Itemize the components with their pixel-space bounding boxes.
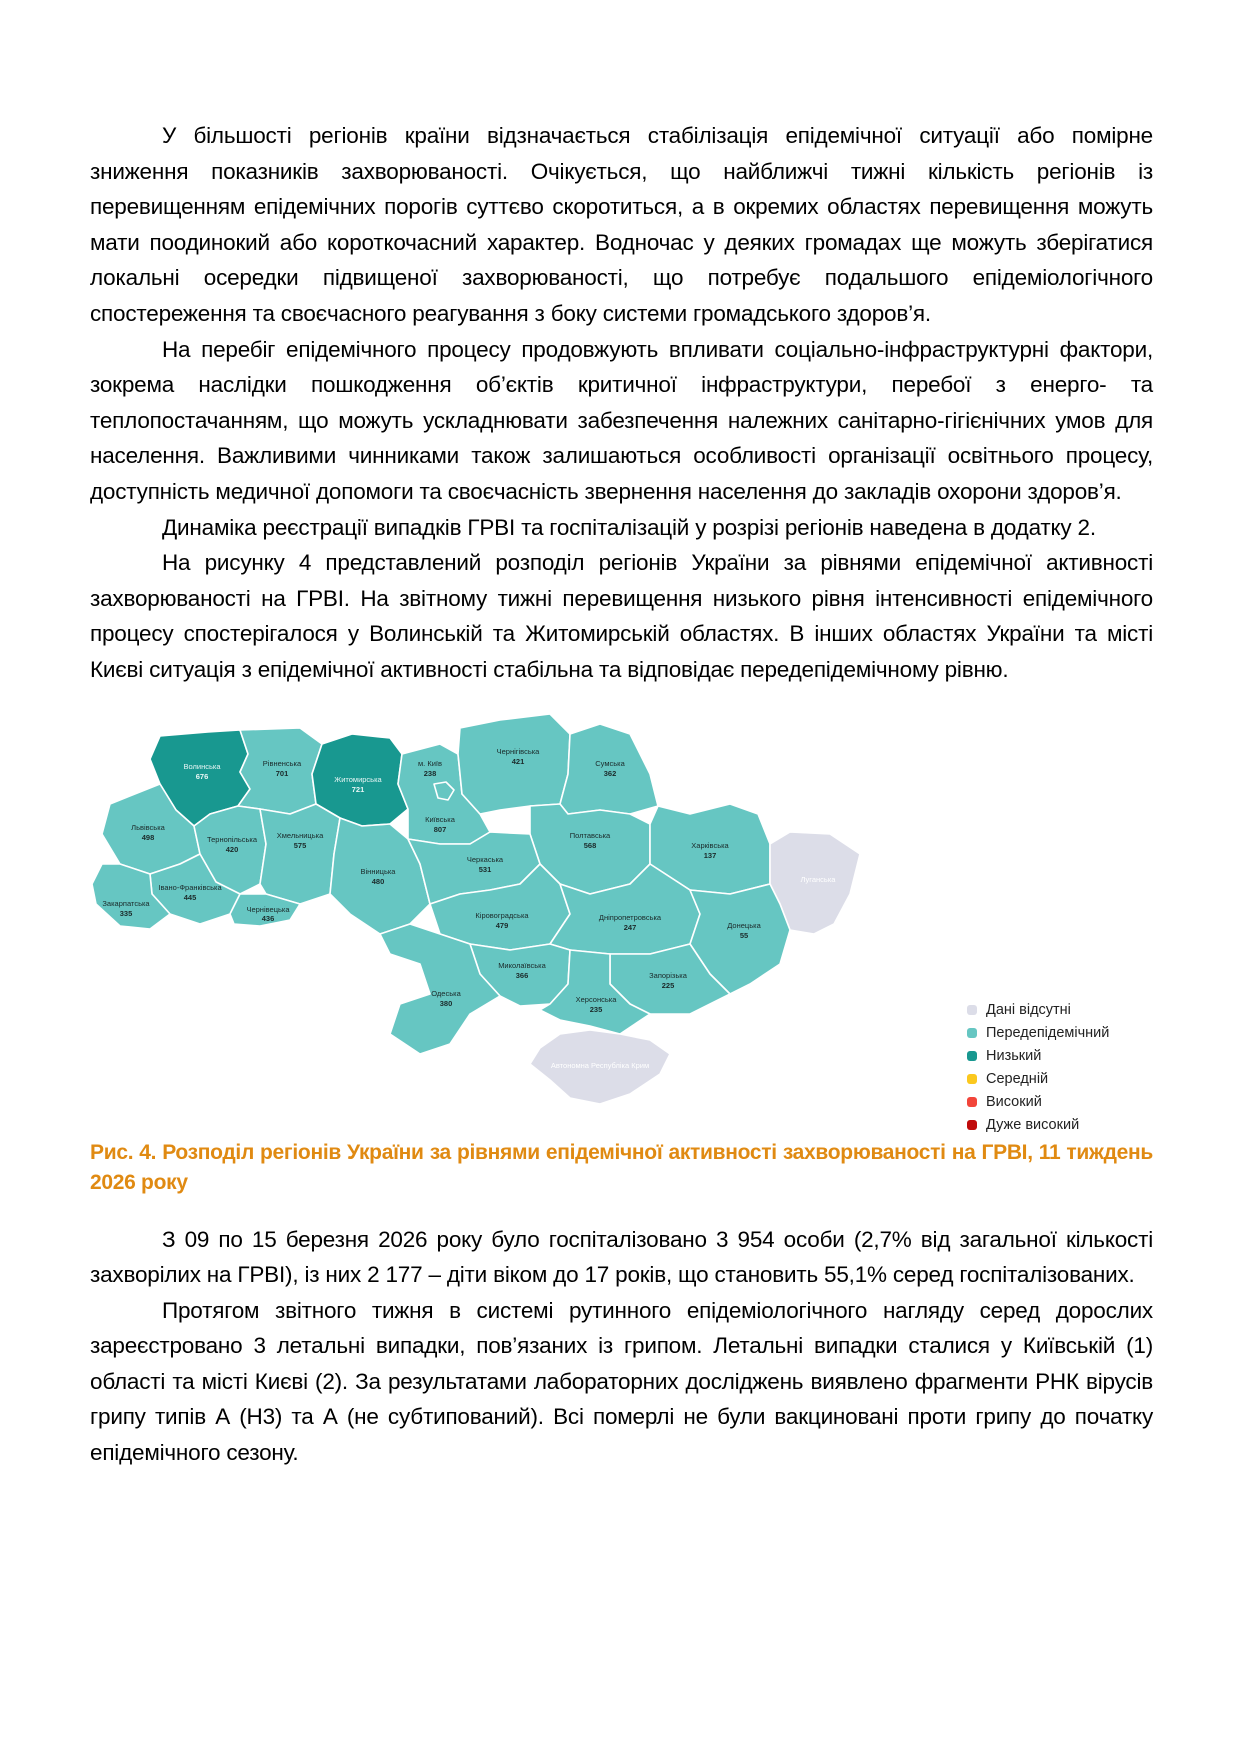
paragraph: На рисунку 4 представлений розподіл регіонів України за рівнями епідемічної активності захворюваності на ГРВІ. На звітному тижні перевищення низького рівня інтенсивності епідемічного процесу спостерігалося у Волинській та Житомирській областях. В інших областях України та місті Києві ситуація з епідемічної активності стабільна та відповідає передепідемічному рівню. — [90, 550, 1153, 682]
legend-item — [967, 1022, 1109, 1045]
region-label: Запорізька — [649, 970, 687, 980]
region-value: 721 — [351, 784, 365, 794]
region-value: 807 — [433, 824, 447, 834]
region-value: 701 — [275, 768, 289, 778]
region-label: Чернівецька — [246, 904, 290, 914]
legend-swatch — [967, 1120, 977, 1130]
legend-swatch — [967, 1028, 977, 1038]
region-value: 137 — [703, 850, 717, 860]
region-label: Волинська — [183, 761, 221, 771]
ukraine-map — [90, 714, 960, 1134]
region-value: 362 — [603, 768, 617, 778]
paragraph: Динаміка реєстрації випадків ГРВІ та госпіталізацій у розрізі регіонів наведена в додатку 2. — [162, 514, 1096, 540]
figure-caption: Рис. 4. Розподіл регіонів України за рівнями епідемічної активності захворюваності на ГРВІ, 11 тиждень 2026 року — [90, 1140, 1153, 1194]
region-crimea — [530, 1030, 670, 1104]
region-value: 225 — [661, 980, 675, 990]
legend-label: Високий — [986, 1094, 1042, 1110]
region-value: 568 — [583, 840, 597, 850]
region-value: 676 — [195, 771, 209, 781]
region-label: Львівська — [131, 822, 165, 832]
region-label: Вінницька — [360, 866, 396, 876]
region-value: 238 — [423, 768, 437, 778]
region-label: Хмельницька — [276, 830, 324, 840]
region-label: Одеська — [431, 988, 461, 998]
region-chernihivska — [458, 714, 570, 814]
region-value: 436 — [261, 913, 275, 923]
document-page — [90, 118, 1153, 1471]
legend-swatch — [967, 1005, 977, 1015]
region-label: Автономна Республіка Крим — [550, 1060, 650, 1070]
region-label: Чернігівська — [496, 746, 540, 756]
region-value: 366 — [515, 970, 529, 980]
region-sumska — [560, 724, 658, 814]
map-legend — [967, 999, 1109, 1137]
region-label: Донецька — [727, 920, 761, 930]
legend-item — [967, 999, 1109, 1022]
region-label: Харківська — [691, 840, 729, 850]
region-label: Закарпатська — [102, 898, 150, 908]
region-value: 421 — [511, 756, 525, 766]
region-value: 575 — [293, 840, 307, 850]
region-label: Миколаївська — [498, 960, 546, 970]
region-value: 247 — [623, 922, 637, 932]
region-value: 55 — [739, 930, 749, 940]
region-label: Житомирська — [334, 774, 382, 784]
paragraph: З 09 по 15 березня 2026 року було госпіталізовано 3 954 особи (2,7% від загальної кількості захворілих на ГРВІ), із них 2 177 – діти віком до 17 років, що становить 55,1% серед госпіталізованих. — [90, 1226, 1153, 1288]
region-label: Дніпропетровська — [598, 912, 662, 922]
region-label: Івано-Франківська — [158, 882, 222, 892]
region-label: Сумська — [595, 758, 625, 768]
legend-label: Дуже високий — [986, 1117, 1080, 1133]
region-value: 445 — [183, 892, 197, 902]
region-label: м. Київ — [418, 758, 442, 768]
legend-label: Середній — [986, 1071, 1049, 1087]
region-value: 235 — [589, 1004, 603, 1014]
region-value: 420 — [225, 844, 239, 854]
region-value: 335 — [119, 908, 133, 918]
region-value: 380 — [439, 998, 453, 1008]
region-value: 498 — [141, 832, 155, 842]
legend-swatch — [967, 1074, 977, 1084]
legend-label: Передепідемічний — [986, 1025, 1110, 1041]
figure-ukraine-map — [90, 714, 1153, 1134]
region-label: Полтавська — [569, 830, 611, 840]
legend-item — [967, 1068, 1109, 1091]
region-value: 531 — [478, 864, 492, 874]
region-label: Київська — [425, 814, 455, 824]
region-value: 480 — [371, 876, 385, 886]
region-rivnenska — [238, 728, 322, 814]
legend-label: Дані відсутні — [986, 1002, 1071, 1018]
legend-label: Низький — [986, 1048, 1042, 1064]
legend-swatch — [967, 1097, 977, 1107]
region-label: Херсонська — [575, 994, 617, 1004]
legend-item — [967, 1091, 1109, 1114]
legend-swatch — [967, 1051, 977, 1061]
paragraph: На перебіг епідемічного процесу продовжують впливати соціально-інфраструктурні фактори, зокрема наслідки пошкодження об’єктів критичної інфраструктури, перебої з енерго- та теплопостачанням, що можуть ускладнювати забезпечення належних санітарно-гігієнічних умов для населення. Важливими чинниками також залишаються особливості організації освітнього процесу, доступність медичної допомоги та своєчасність звернення населення до закладів охорони здоров’я. — [90, 336, 1153, 504]
legend-item — [967, 1114, 1109, 1137]
region-label: Луганська — [800, 874, 836, 884]
region-label: Рівненська — [262, 758, 302, 768]
legend-item — [967, 1045, 1109, 1068]
paragraph: Протягом звітного тижня в системі рутинного епідеміологічного нагляду серед дорослих зареєстровано 3 летальні випадки, пов’язаних із грипом. Летальні випадки сталися у Київській (1) області та місті Києві (2). За результатами лабораторних досліджень виявлено фрагменти РНК вірусів грипу типів А (Н3) та А (не субтипований). Всі померлі не були вакциновані проти грипу до початку епідемічного сезону. — [90, 1297, 1153, 1466]
region-label: Черкаська — [466, 854, 504, 864]
region-label: Кіровоградська — [475, 910, 529, 920]
region-khmelnytska — [260, 804, 340, 904]
paragraph: У більшості регіонів країни відзначається стабілізація епідемічної ситуації або помірне зниження показників захворюваності. Очікується, що найближчі тижні кількість регіонів із перевищенням епідемічних порогів суттєво скоротиться, а в окремих областях перевищення можуть мати поодинокий або короткочасний характер. Водночас у деяких громадах ще можуть зберігатися локальні осередки підвищеної захворюваності, що потребує подальшого епідеміологічного спостереження та своєчасного реагування з боку системи громадського здоров’я. — [90, 123, 1153, 326]
region-label: Тернопільська — [206, 834, 258, 844]
region-value: 479 — [495, 920, 509, 930]
